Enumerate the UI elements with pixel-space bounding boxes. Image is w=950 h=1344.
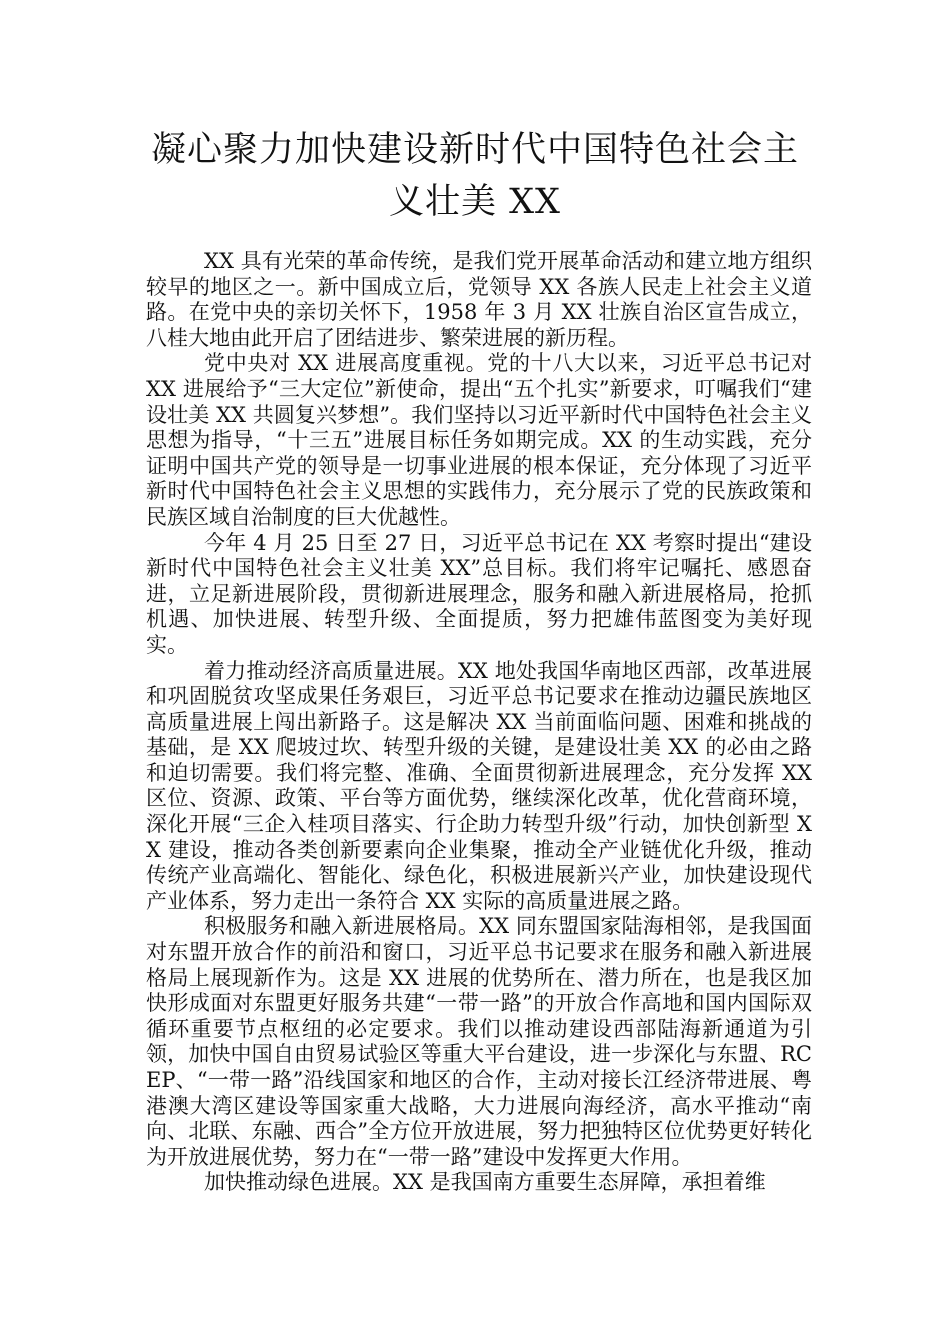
paragraph-3: 今年 4 月 25 日至 27 日，习近平总书记在 XX 考察时提出“建设新时代中国特色社会主义壮美 XX”总目标。我们将牢记嘱托、感恩奋进，立足新进展阶段，贯彻新进展理念，服务和融入新进展格局，抢抓机遇、加快进展、转型升级、全面提质，努力把雄伟蓝图变为美好现实。 xyxy=(146,530,812,657)
document-body xyxy=(146,249,812,1196)
paragraph-5: 积极服务和融入新进展格局。XX 同东盟国家陆海相邻，是我国面对东盟开放合作的前沿和窗口，习近平总书记要求在服务和融入新进展格局上展现新作为。这是 XX 进展的优势所在、潜力所在，也是我区加快形成面对东盟更好服务共建“一带一路”的开放合作高地和国内国际双循环重要节点枢纽的必定要求。我们以推动建设西部陆海新通道为引领，加快中国自由贸易试验区等重大平台建设，进一步深化与东盟、RCEP、“一带一路”沿线国家和地区的合作，主动对接长江经济带进展、粤港澳大湾区建设等国家重大战略，大力进展向海经济，高水平推动“南向、北联、东融、西合”全方位开放进展，努力把独特区位优势更好转化为开放进展优势，努力在“一带一路”建设中发挥更大作用。 xyxy=(146,914,812,1169)
paragraph-2: 党中央对 XX 进展高度重视。党的十八大以来，习近平总书记对 XX 进展给予“三大定位”新使命，提出“五个扎实”新要求，叮嘱我们“建设壮美 XX 共圆复兴梦想”。我们坚持以习近平新时代中国特色社会主义思想为指导，“十三五”进展目标任务如期完成。XX 的生动实践，充分证明中国共产党的领导是一切事业进展的根本保证，充分体现了习近平新时代中国特色社会主义思想的实践伟力，充分展示了党的民族政策和民族区域自治制度的巨大优越性。 xyxy=(146,351,812,529)
paragraph-6: 加快推动绿色进展。XX 是我国南方重要生态屏障，承担着维 xyxy=(204,1170,766,1195)
paragraph-1: XX 具有光荣的革命传统，是我们党开展革命活动和建立地方组织较早的地区之一。新中国成立后，党领导 XX 各族人民走上社会主义道路。在党中央的亲切关怀下，1958 年 3 月 XX 壮族自治区宣告成立，八桂大地由此开启了团结进步、繁荣进展的新历程。 xyxy=(146,249,812,350)
title-line-1: 凝心聚力加快建设新时代中国特色社会主 xyxy=(150,130,799,170)
title-line-2: 义壮美 XX xyxy=(389,182,561,222)
paragraph-4: 着力推动经济高质量进展。XX 地处我国华南地区西部，改革进展和巩固脱贫攻坚成果任务艰巨，习近平总书记要求在推动边疆民族地区高质量进展上闯出新路子。这是解决 XX 当前面临问题、困难和挑战的基础，是 XX 爬坡过坎、转型升级的关键，是建设壮美 XX 的必由之路和迫切需要。我们将完整、准确、全面贯彻新进展理念，充分发挥 XX 区位、资源、政策、平台等方面优势，继续深化改革，优化营商环境，深化开展“三企入桂项目落实、行企助力转型升级”行动，加快创新型 XX 建设，推动各类创新要素向企业集聚，推动全产业链优化升级，推动传统产业高端化、智能化、绿色化，积极进展新兴产业，加快建设现代产业体系，努力走出一条符合 XX 实际的高质量进展之路。 xyxy=(146,658,812,913)
document-title xyxy=(130,124,820,228)
